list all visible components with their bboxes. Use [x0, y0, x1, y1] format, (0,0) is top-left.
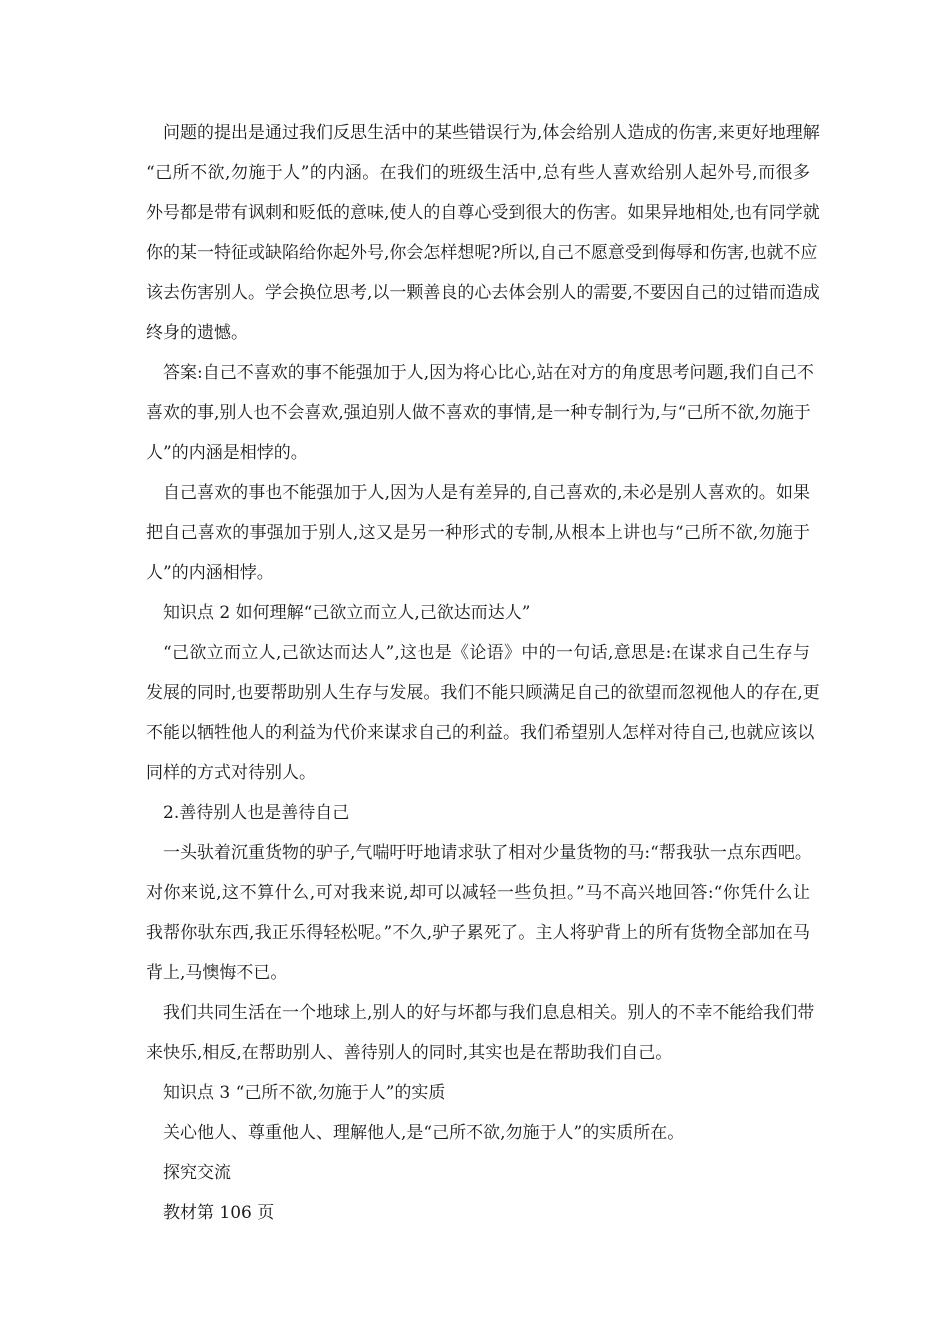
text-line: 问题的提出是通过我们反思生活中的某些错误行为,体会给别人造成的伤害,来更好地理解: [163, 123, 820, 143]
text-line: 外号都是带有讽刺和贬低的意味,使人的自尊心受到很大的伤害。如果异地相处,也有同学就: [146, 203, 820, 223]
textbook-page-reference: [146, 1193, 810, 1233]
text-line: 把自己喜欢的事强加于别人,这又是另一种形式的专制,从根本上讲也与“己所不欲,勿施于: [146, 523, 810, 543]
document-page: [146, 113, 820, 1233]
text-line: 来快乐,相反,在帮助别人、善待别人的同时,其实也是在帮助我们自己。: [146, 1043, 673, 1063]
section-heading: 2.善待别人也是善待自己: [163, 803, 350, 823]
section-heading: 知识点 2 如何理解“己欲立而立人,己欲达而达人”: [163, 603, 531, 623]
text-line: 该去伤害别人。学会换位思考,以一颗善良的心去体会别人的需要,不要因自己的过错而造成: [146, 283, 820, 303]
section-heading: 知识点 3 “己所不欲,勿施于人”的实质: [163, 1083, 446, 1103]
section-heading: 探究交流: [163, 1163, 231, 1183]
text-line: “己所不欲,勿施于人”的内涵。在我们的班级生活中,总有些人喜欢给别人起外号,而很多: [146, 163, 810, 183]
knowledge-point-3-heading: [146, 1073, 810, 1113]
text-line: 人”的内涵相悖。: [146, 563, 274, 583]
text-line: 我帮你驮东西,我正乐得轻松呢。”不久,驴子累死了。主人将驴背上的所有货物全部加在马: [146, 923, 810, 943]
text-line: 关心他人、尊重他人、理解他人,是“己所不欲,勿施于人”的实质所在。: [163, 1123, 685, 1143]
text-line: 不能以牺牲他人的利益为代价来谋求自己的利益。我们希望别人怎样对待自己,也就应该以: [146, 723, 815, 743]
paragraph-answer-continued: [146, 473, 810, 593]
text-line: 喜欢的事,别人也不会喜欢,强迫别人做不喜欢的事情,是一种专制行为,与“己所不欲,勿施于: [146, 403, 811, 423]
text-line: 终身的遗憾。: [146, 323, 248, 343]
text-line: 答案:自己不喜欢的事不能强加于人,因为将心比心,站在对方的角度思考问题,我们自己不: [163, 363, 814, 383]
subsection-heading-2: [146, 793, 810, 833]
paragraph-essence: [146, 1113, 810, 1153]
paragraph-shared-earth: [146, 993, 815, 1073]
text-line: “己欲立而立人,己欲达而达人”,这也是《论语》中的一句话,意思是:在谋求自己生存与: [163, 643, 810, 663]
paragraph-nickname-analysis: [146, 113, 820, 353]
text-line: 发展的同时,也要帮助别人生存与发展。我们不能只顾满足自己的欲望而忽视他人的存在,更: [146, 683, 820, 703]
text-line: 对你来说,这不算什么,可对我来说,却可以减轻一些负担。”马不高兴地回答:“你凭什么让: [146, 883, 810, 903]
text-line: 背上,马懊悔不已。: [146, 963, 288, 983]
text-line: 你的某一特征或缺陷给你起外号,你会怎样想呢?所以,自己不愿意受到侮辱和伤害,也就不应: [146, 243, 818, 263]
paragraph-donkey-story: [146, 833, 810, 993]
paragraph-answer: [146, 353, 814, 473]
paragraph-knowledge-point-2: [146, 633, 820, 793]
explore-heading: [146, 1153, 810, 1193]
text-line: 我们共同生活在一个地球上,别人的好与坏都与我们息息相关。别人的不幸不能给我们带: [163, 1003, 815, 1023]
text-line: 人”的内涵是相悖的。: [146, 443, 308, 463]
page-reference: 教材第 106 页: [163, 1203, 275, 1223]
text-line: 自己喜欢的事也不能强加于人,因为人是有差异的,自己喜欢的,未必是别人喜欢的。如果: [163, 483, 810, 503]
text-line: 同样的方式对待别人。: [146, 763, 316, 783]
text-line: 一头驮着沉重货物的驴子,气喘吁吁地请求驮了相对少量货物的马:“帮我驮一点东西吧。: [163, 843, 812, 863]
knowledge-point-2-heading: [146, 593, 810, 633]
